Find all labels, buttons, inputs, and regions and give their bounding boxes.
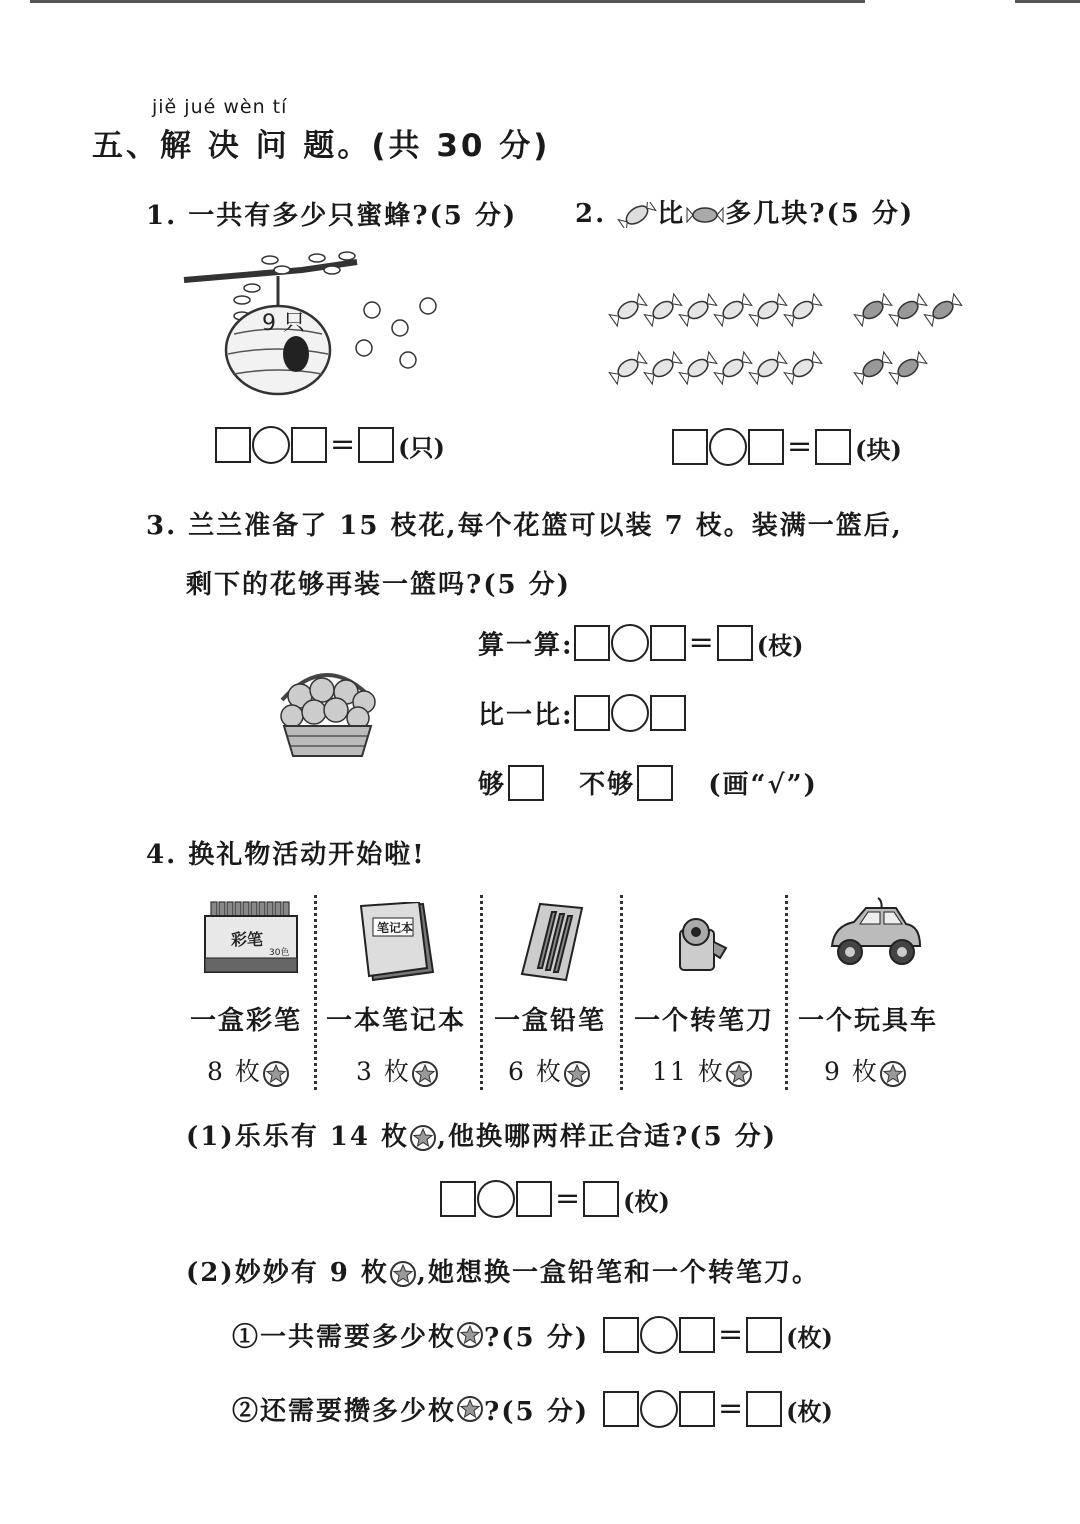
q3-text-line1: 兰兰准备了 15 枝花,每个花篮可以装 7 枝。装满一篮后, bbox=[188, 511, 903, 541]
q1-heading bbox=[146, 195, 517, 232]
sub2a-text-a: ①一共需要多少枚 bbox=[232, 1322, 457, 1353]
item-price bbox=[824, 1052, 907, 1088]
answer-box[interactable] bbox=[815, 429, 851, 465]
item-name-notebook: 一本笔记本 bbox=[326, 1006, 467, 1036]
column-divider bbox=[314, 895, 317, 1090]
q2-equation: = (块) bbox=[672, 428, 902, 466]
q4-sub2-text bbox=[186, 1252, 820, 1289]
answer-box[interactable] bbox=[583, 1181, 619, 1217]
color-pens-box-sub: 30色 bbox=[269, 948, 290, 958]
price-value: 11 枚 bbox=[652, 1057, 725, 1086]
notebook-icon bbox=[355, 902, 437, 982]
q2-heading bbox=[575, 193, 914, 230]
toy-car-icon bbox=[826, 896, 924, 976]
answer-box[interactable] bbox=[748, 429, 784, 465]
candy-plain-icon bbox=[685, 202, 725, 228]
beehive-illustration bbox=[182, 250, 442, 400]
section-pinyin: jiě jué wèn tí bbox=[152, 96, 288, 118]
item-price bbox=[207, 1052, 290, 1088]
operator-circle[interactable] bbox=[640, 1390, 678, 1428]
answer-box[interactable] bbox=[717, 625, 753, 661]
star-token-icon bbox=[262, 1060, 290, 1088]
sub2b-unit: (枚) bbox=[786, 1396, 833, 1426]
candy-striped-icon bbox=[617, 202, 657, 228]
q3-calc-unit: (枝) bbox=[756, 630, 804, 660]
item-price bbox=[652, 1052, 753, 1088]
q1-number: 1. bbox=[146, 201, 178, 231]
answer-box[interactable] bbox=[574, 625, 610, 661]
q4-sub2a-row: ①一共需要多少枚 ?(5 分) = (枚) bbox=[232, 1317, 833, 1353]
sub1-text-b: ,他换哪两样正合适?(5 分) bbox=[436, 1122, 778, 1152]
q4-number: 4. bbox=[146, 840, 178, 870]
q2-text-a: 比 bbox=[657, 199, 686, 229]
answer-box[interactable] bbox=[440, 1181, 476, 1217]
item-name-sharpener: 一个转笔刀 bbox=[634, 1006, 775, 1036]
q4-sub1-equation: = (枚) bbox=[440, 1180, 670, 1218]
not-enough-checkbox[interactable] bbox=[637, 765, 673, 801]
hive-label: 9 只 bbox=[262, 311, 305, 336]
star-token-icon bbox=[563, 1060, 591, 1088]
answer-box[interactable] bbox=[291, 427, 327, 463]
enough-checkbox[interactable] bbox=[508, 765, 544, 801]
star-token-icon bbox=[411, 1060, 439, 1088]
flower-basket-illustration bbox=[270, 660, 385, 760]
section-title: 五、解 决 问 题。(共 30 分) bbox=[92, 128, 551, 164]
operator-circle[interactable] bbox=[477, 1180, 515, 1218]
answer-box[interactable] bbox=[358, 427, 394, 463]
q4-text: 换礼物活动开始啦! bbox=[188, 840, 426, 870]
operator-circle[interactable] bbox=[611, 624, 649, 662]
q3-choice-row bbox=[478, 764, 818, 801]
q4-sub2b-row: ②还需要攒多少枚 ?(5 分) = (枚) bbox=[232, 1391, 833, 1427]
answer-box[interactable] bbox=[746, 1391, 782, 1427]
q3-compare-label: 比一比: bbox=[478, 700, 574, 731]
answer-box[interactable] bbox=[679, 1317, 715, 1353]
price-value: 3 枚 bbox=[356, 1057, 411, 1086]
column-divider bbox=[785, 895, 788, 1090]
column-divider bbox=[480, 895, 483, 1090]
sub1-text-a: (1)乐乐有 14 枚 bbox=[186, 1122, 409, 1152]
q1-text: 一共有多少只蜜蜂?(5 分) bbox=[188, 201, 518, 231]
item-price bbox=[356, 1052, 439, 1088]
q1-unit: (只) bbox=[398, 432, 445, 462]
q2-unit: (块) bbox=[855, 434, 902, 464]
item-name-pencils: 一盒铅笔 bbox=[494, 1006, 607, 1036]
q2-number: 2. bbox=[575, 199, 607, 229]
star-token-icon bbox=[456, 1395, 484, 1423]
candies-illustration bbox=[605, 288, 975, 398]
answer-box[interactable] bbox=[672, 429, 708, 465]
pencil-sharpener-icon bbox=[674, 912, 730, 972]
answer-box[interactable] bbox=[650, 695, 686, 731]
pencil-box-icon bbox=[518, 900, 586, 982]
notebook-label: 笔记本 bbox=[377, 921, 414, 935]
answer-box[interactable] bbox=[574, 695, 610, 731]
answer-box[interactable] bbox=[603, 1317, 639, 1353]
item-name-color-pens: 一盒彩笔 bbox=[190, 1006, 303, 1036]
operator-circle[interactable] bbox=[640, 1316, 678, 1354]
q1-equation: = (只) bbox=[215, 426, 445, 464]
color-pens-box-icon bbox=[203, 900, 299, 976]
price-value: 8 枚 bbox=[207, 1057, 262, 1086]
answer-box[interactable] bbox=[603, 1391, 639, 1427]
sub2-text-b: ,她想换一盒铅笔和一个转笔刀。 bbox=[416, 1258, 820, 1288]
answer-box[interactable] bbox=[516, 1181, 552, 1217]
operator-circle[interactable] bbox=[252, 426, 290, 464]
sub2b-text-a: ②还需要攒多少枚 bbox=[232, 1396, 457, 1427]
price-value: 9 枚 bbox=[824, 1057, 879, 1086]
q4-heading bbox=[146, 834, 426, 871]
star-token-icon bbox=[879, 1060, 907, 1088]
price-value: 6 枚 bbox=[508, 1057, 563, 1086]
top-border-line bbox=[30, 0, 865, 3]
sub2a-unit: (枚) bbox=[786, 1322, 833, 1352]
q2-text-b: 多几块?(5 分) bbox=[725, 199, 915, 229]
q3-not-enough-label: 不够 bbox=[579, 770, 636, 800]
q3-calc-label: 算一算: bbox=[478, 630, 574, 661]
q3-number: 3. bbox=[146, 511, 178, 541]
q3-enough-label: 够 bbox=[478, 770, 507, 800]
star-token-icon bbox=[456, 1321, 484, 1349]
operator-circle[interactable] bbox=[709, 428, 747, 466]
q3-line1 bbox=[146, 505, 903, 542]
item-price bbox=[508, 1052, 591, 1088]
sub1-unit: (枚) bbox=[623, 1186, 670, 1216]
item-name-toy-car: 一个玩具车 bbox=[798, 1006, 939, 1036]
q4-sub1-text bbox=[186, 1116, 777, 1153]
sub2a-text-b: ?(5 分) bbox=[484, 1322, 589, 1353]
answer-box[interactable] bbox=[746, 1317, 782, 1353]
q3-tick-hint: (画“√”) bbox=[708, 770, 818, 800]
star-token-icon bbox=[389, 1260, 417, 1288]
sub2b-text-b: ?(5 分) bbox=[484, 1396, 589, 1427]
q3-calc-row: 算一算: = (枝) bbox=[478, 625, 804, 661]
q3-compare-row bbox=[478, 694, 686, 732]
color-pens-box-label: 彩笔 bbox=[231, 930, 264, 949]
answer-box[interactable] bbox=[215, 427, 251, 463]
answer-box[interactable] bbox=[650, 625, 686, 661]
sub2-text-a: (2)妙妙有 9 枚 bbox=[186, 1258, 389, 1288]
column-divider bbox=[620, 895, 623, 1090]
star-token-icon bbox=[409, 1124, 437, 1152]
q3-line2: 剩下的花够再装一篮吗?(5 分) bbox=[186, 570, 571, 600]
answer-box[interactable] bbox=[679, 1391, 715, 1427]
top-border-line-right bbox=[1015, 0, 1080, 3]
operator-circle[interactable] bbox=[611, 694, 649, 732]
star-token-icon bbox=[725, 1060, 753, 1088]
